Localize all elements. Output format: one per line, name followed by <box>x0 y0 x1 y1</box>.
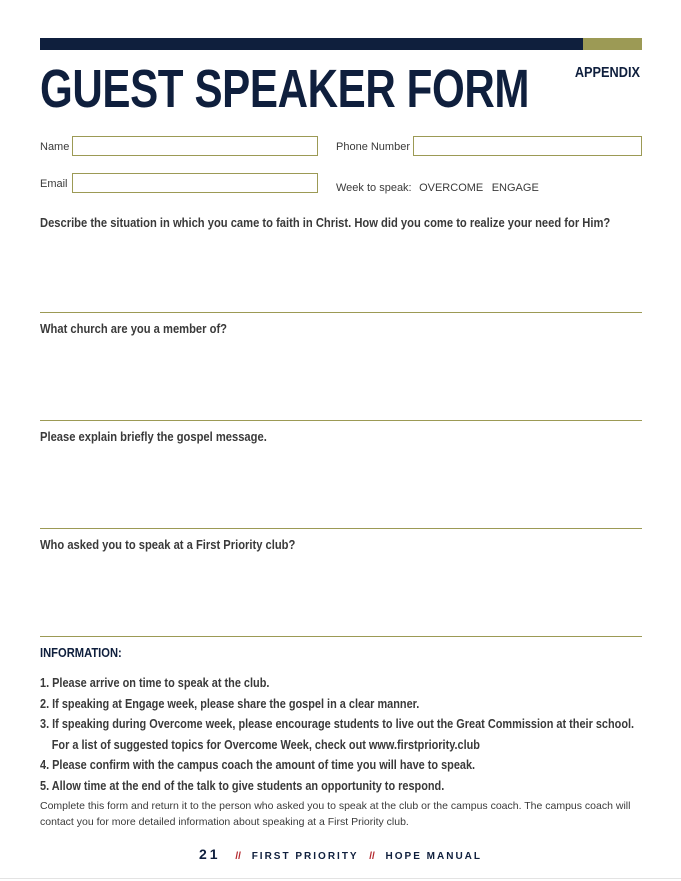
week-option-engage[interactable]: ENGAGE <box>491 182 539 194</box>
list-item: 2. If speaking at Engage week, please share the gospel in a clear manner. <box>40 695 420 711</box>
answer-church[interactable] <box>40 342 642 421</box>
page-bottom-rule <box>0 878 681 879</box>
closing-instructions: Complete this form and return it to the person who asked you to speak at the club or the campus coach. The campus coach will contact you for more detailed information about speaking at a First Priority club. <box>40 800 631 828</box>
name-field[interactable] <box>72 136 318 156</box>
question-faith: Describe the situation in which you came to faith in Christ. How did you come to realize your need for Him? <box>40 215 611 230</box>
phone-label: Phone Number <box>336 141 410 153</box>
question-church: What church are you a member of? <box>40 321 227 336</box>
page-footer <box>0 846 681 862</box>
section-tag: APPENDIX <box>574 64 640 81</box>
week-label: Week to speak: <box>336 182 412 194</box>
footer-manual: HOPE MANUAL <box>385 851 482 862</box>
information-list <box>40 673 681 796</box>
list-item: 1. Please arrive on time to speak at the club. <box>40 675 270 690</box>
list-item: 4. Please confirm with the campus coach the amount of time you will have to speak. <box>40 757 476 772</box>
question-referrer: Who asked you to speak at a First Priority club? <box>40 537 296 552</box>
question-gospel: Please explain briefly the gospel message. <box>40 429 267 444</box>
answer-referrer[interactable] <box>40 558 642 637</box>
footer-separator: // <box>369 851 375 862</box>
name-label: Name <box>40 141 70 153</box>
email-field[interactable] <box>72 173 318 193</box>
phone-field[interactable] <box>413 136 642 156</box>
email-label: Email <box>40 178 68 190</box>
week-option-overcome[interactable]: OVERCOME <box>419 182 484 194</box>
list-item: 5. Allow time at the end of the talk to give students an opportunity to respond. <box>40 777 445 793</box>
answer-gospel[interactable] <box>40 450 642 529</box>
answer-faith[interactable] <box>40 236 642 313</box>
footer-org: FIRST PRIORITY <box>251 851 359 862</box>
information-heading: INFORMATION: <box>40 645 122 660</box>
header-bar-olive <box>583 38 642 50</box>
week-selector <box>336 178 543 196</box>
page-title: GUEST SPEAKER FORM <box>40 59 530 119</box>
list-item: 3. If speaking during Overcome week, please encourage students to live out the Great Commission at their school. <box>40 716 635 731</box>
page-number: 21 <box>199 846 221 862</box>
list-item: For a list of suggested topics for Overcome Week, check out www.firstpriority.club <box>51 736 480 752</box>
header-bar-navy <box>40 38 583 50</box>
footer-separator: // <box>235 851 241 862</box>
